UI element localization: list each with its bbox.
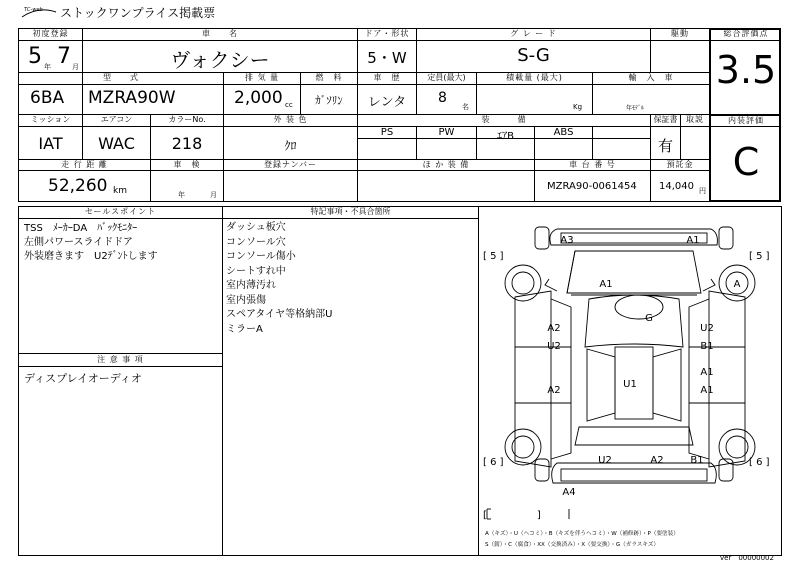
damage-marks <box>547 235 740 498</box>
label-manual: 取説 <box>686 115 704 124</box>
label-fuel: 燃 料 <box>315 73 343 82</box>
mark-right-front-door-1: U2 <box>700 323 714 334</box>
label-displacement: 排 気 量 <box>244 73 280 82</box>
label-deposit: 預託金 <box>666 160 694 169</box>
mark-right-rear-1: A1 <box>700 367 714 378</box>
mark-left-front-door-2: U2 <box>547 341 561 352</box>
bracket-bottom: [ ] <box>483 510 541 521</box>
diagram-legend <box>485 529 679 548</box>
capacity: 8 <box>438 90 447 106</box>
mark-rear-center: A2 <box>650 455 664 466</box>
legend-line-2: S（錆）・C（腐食）・XX（交換済み）・X（要交換）・G（ガラスキズ） <box>485 542 660 548</box>
car-outline <box>487 227 755 519</box>
label-mission: ミッション <box>30 115 71 124</box>
label-aircon: エアコン <box>100 115 133 124</box>
mark-right-rear-2: A1 <box>700 385 714 396</box>
first-reg-month: 7 <box>57 44 71 69</box>
label-import: 輸 入 車 <box>628 73 674 82</box>
label-first-reg: 初度登録 <box>32 29 69 38</box>
mark-tire-right: A <box>733 279 741 290</box>
logo <box>20 5 58 19</box>
label-overall-score: 総合評価点 <box>723 29 769 38</box>
label-drive: 駆動 <box>671 29 689 38</box>
import-year-label: 年ﾓﾃﾞﾙ <box>626 105 645 112</box>
sales-points-list <box>24 222 158 264</box>
list-item: 室内薄汚れ <box>226 280 276 291</box>
label-interior-score: 内装評価 <box>728 116 764 125</box>
inspection-year: 年 <box>178 191 185 199</box>
first-reg-month-unit: 月 <box>72 63 79 71</box>
door-shape: 5・W <box>367 49 407 67</box>
mark-left-rear: A2 <box>547 385 561 396</box>
version-label: ver 00000002 <box>720 554 774 562</box>
bracket-rear-right: [ 6 ] <box>749 457 770 468</box>
list-item: シートすれ中 <box>226 265 286 277</box>
label-notes-defects: 特記事項・不具合箇所 <box>310 207 391 216</box>
label-model: 型 式 <box>103 73 139 82</box>
bracket-rear-left: [ 6 ] <box>483 457 504 468</box>
label-color-no: カラーNo. <box>168 115 206 124</box>
label-car-name: 車 名 <box>202 29 238 38</box>
equip-airbag: ｴｱB <box>497 131 514 142</box>
car-name: ヴォクシー <box>170 48 270 72</box>
mark-rear-right: B1 <box>690 455 704 466</box>
displacement-unit: cc <box>285 101 293 109</box>
cautions-list <box>24 372 142 386</box>
bracket-front-right: [ 5 ] <box>749 251 770 262</box>
chassis-no: MZRA90-0061454 <box>547 181 637 192</box>
load-unit: Kg <box>573 103 583 111</box>
label-reg-number: 登録ナンバー <box>263 160 318 169</box>
ext-color: ｸﾛ <box>284 139 297 153</box>
overall-score: 3.5 <box>715 48 777 92</box>
equip-pw: PW <box>438 127 455 138</box>
grade: S-G <box>517 45 550 66</box>
mission: IAT <box>38 134 63 153</box>
page-title: ストックワンプライス掲載票 <box>60 6 216 20</box>
list-item: TSS ﾒｰｶｰDA ﾊﾞｯｸﾓﾆﾀｰ <box>24 223 138 234</box>
list-item: ミラーA <box>226 323 263 335</box>
label-equipment: 装 備 <box>481 115 527 124</box>
model: MZRA90W <box>88 88 176 108</box>
list-item: 外装磨きます U2ﾃﾞﾝﾄします <box>24 251 158 262</box>
mark-left-front-door-1: A2 <box>547 323 561 334</box>
color-no: 218 <box>171 134 203 153</box>
mileage: 52,260 <box>48 176 108 196</box>
mark-front-right: A1 <box>686 235 700 246</box>
mark-hood: A1 <box>599 279 613 290</box>
bracket-front-left: [ 5 ] <box>483 251 504 262</box>
mark-rear-bumper: A4 <box>562 487 576 498</box>
first-reg-year-unit: 年 <box>44 63 51 71</box>
label-history: 車 歴 <box>373 73 401 82</box>
mark-right-front-door-2: B1 <box>700 341 714 352</box>
equip-abs: ABS <box>553 127 574 138</box>
label-inspection: 車 検 <box>173 160 201 169</box>
label-chassis-no: 車 台 番 号 <box>569 160 616 169</box>
history: レンタ <box>367 95 407 110</box>
label-mileage: 走 行 距 離 <box>61 160 108 169</box>
label-cautions: 注 意 事 項 <box>97 355 144 364</box>
list-item: 左側パワースライドドア <box>24 237 133 248</box>
fuel: ｶﾞｿﾘﾝ <box>315 94 343 107</box>
equip-ps: PS <box>380 127 394 138</box>
defects-list <box>226 221 332 337</box>
deposit: 14,040 <box>659 181 694 192</box>
displacement: 2,000 <box>234 88 283 108</box>
mark-rear-left: U2 <box>598 455 612 466</box>
list-item: ダッシュ板穴 <box>226 222 286 233</box>
model-prefix: 6BA <box>30 88 65 108</box>
label-sales-points: セールスポイント <box>84 207 157 216</box>
car-damage-diagram <box>479 207 781 555</box>
list-item: スペアタイヤ等格納部U <box>226 309 333 320</box>
label-capacity: 定員(最大) <box>427 73 466 82</box>
interior-score: C <box>732 140 760 184</box>
capacity-unit: 名 <box>462 103 469 111</box>
mark-roof: G <box>645 313 653 324</box>
label-load: 積載量 (最大) <box>506 73 563 82</box>
deposit-unit: 円 <box>699 187 706 195</box>
mark-center: U1 <box>623 379 637 390</box>
label-other-equipment: ほ か 装 備 <box>422 160 470 169</box>
label-ext-color: 外 装 色 <box>273 115 308 124</box>
mileage-unit: km <box>113 186 127 196</box>
label-door-shape: ドア・形状 <box>364 29 410 38</box>
warranty: 有 <box>657 137 673 155</box>
legend-line-1: A（キズ）・U（ヘコミ）・B（キズを伴うヘコミ）・W（補修跡）・P（要塗装） <box>485 531 679 537</box>
list-item: コンソール傷小 <box>226 251 296 262</box>
aircon: WAC <box>98 134 135 153</box>
list-item: ディスプレイオーディオ <box>24 372 142 385</box>
mark-front-left: A3 <box>560 235 574 246</box>
logo-text: TC-web <box>24 7 43 13</box>
list-item: コンソール穴 <box>226 236 286 248</box>
inspection-month: 月 <box>210 191 217 199</box>
first-reg-year: 5 <box>28 44 42 69</box>
list-item: 室内張傷 <box>226 294 266 306</box>
label-warranty: 保証書 <box>653 115 678 124</box>
label-grade: グ レ ー ド <box>510 29 557 38</box>
